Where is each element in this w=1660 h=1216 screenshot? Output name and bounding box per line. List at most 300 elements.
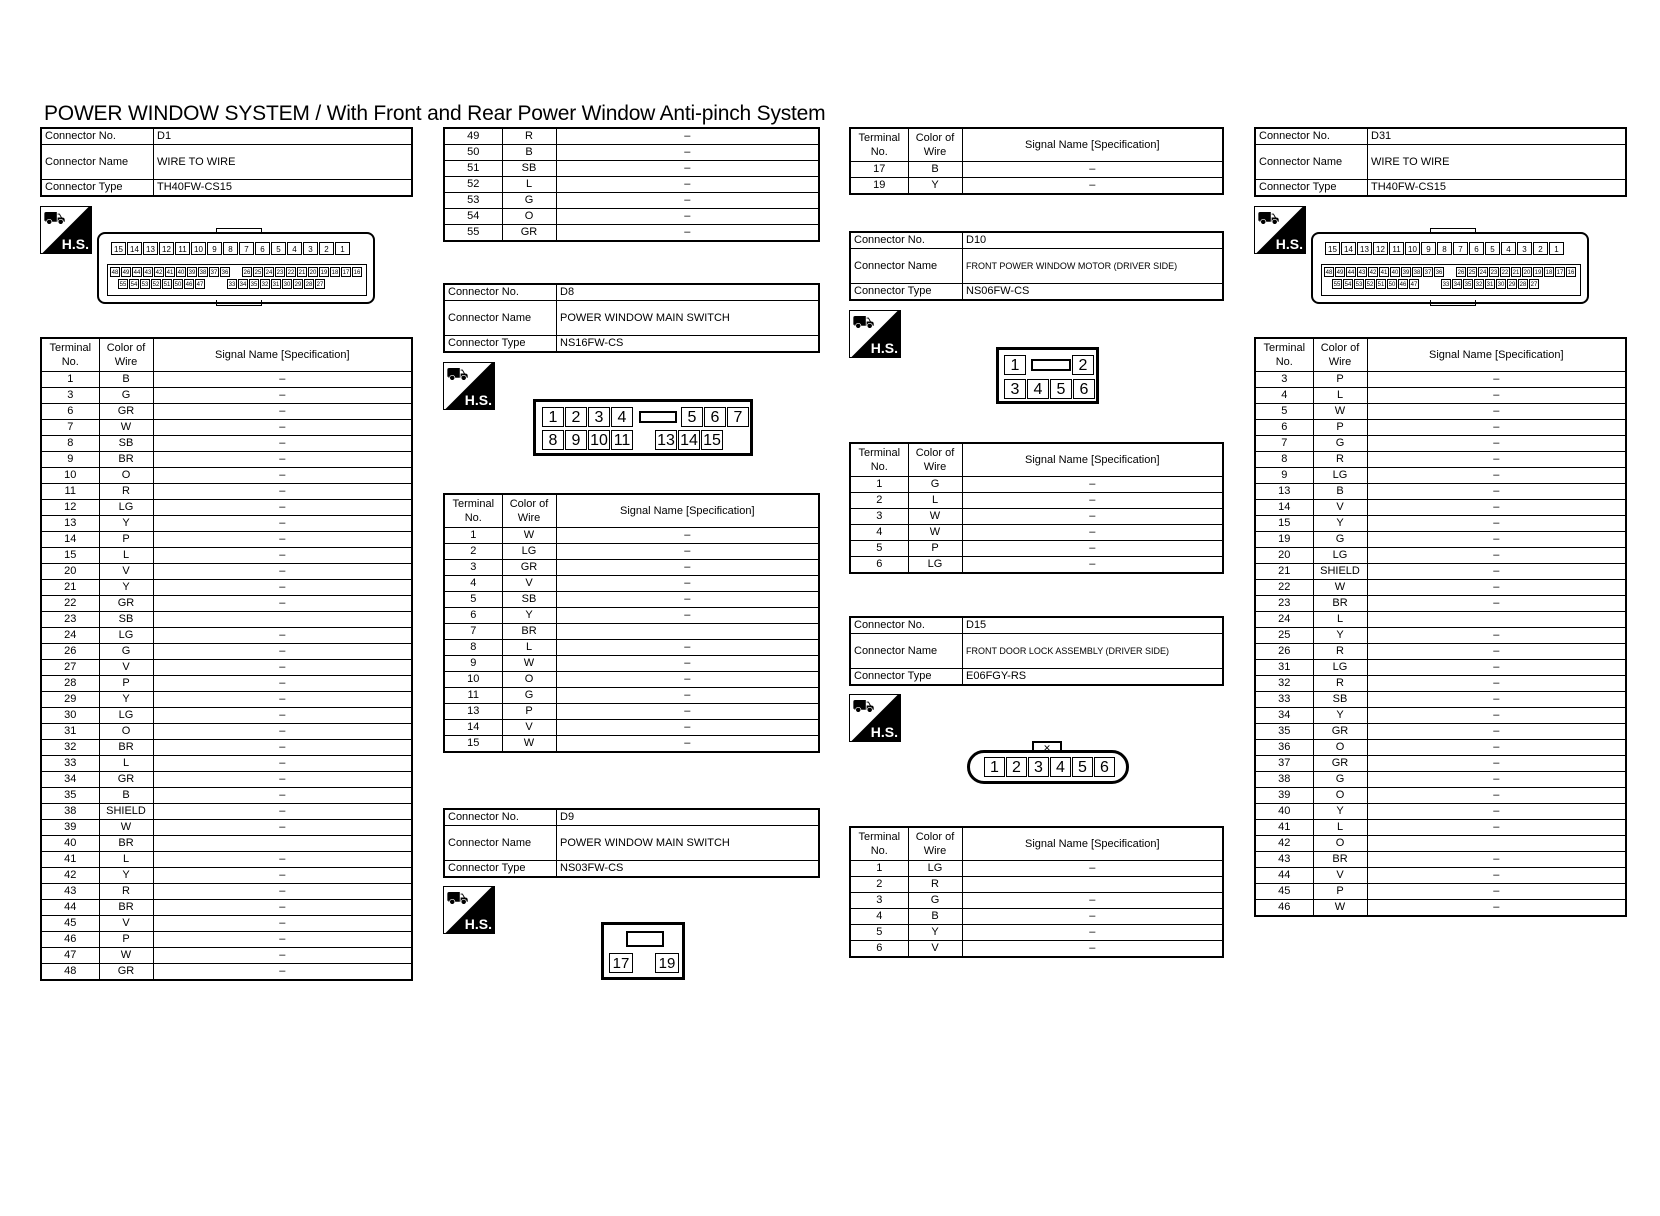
wire-color-cell: G bbox=[1313, 532, 1367, 548]
page-title: POWER WINDOW SYSTEM / With Front and Rear Power Window Anti-pinch System bbox=[44, 102, 826, 125]
terminal-no-cell: 2 bbox=[444, 544, 502, 560]
table-row bbox=[850, 493, 1223, 509]
table-row bbox=[1255, 804, 1626, 820]
connector-name-value: FRONT POWER WINDOW MOTOR (DRIVER SIDE) bbox=[963, 249, 1224, 284]
pin-label: 7 bbox=[727, 407, 749, 427]
terminal-no-cell: 20 bbox=[41, 564, 99, 580]
terminal-no-cell: 15 bbox=[41, 548, 99, 564]
wire-color-cell: Y bbox=[99, 868, 153, 884]
wire-color-cell: G bbox=[502, 193, 556, 209]
pin-label: 41 bbox=[165, 267, 175, 277]
terminal-no-cell: 17 bbox=[850, 162, 908, 178]
table-row bbox=[41, 788, 412, 804]
wire-color-cell: V bbox=[908, 941, 962, 958]
wire-color-cell: O bbox=[1313, 788, 1367, 804]
terminal-no-cell: 2 bbox=[850, 877, 908, 893]
table-row bbox=[444, 128, 819, 145]
pin-label: 55 bbox=[118, 279, 128, 289]
table-row bbox=[850, 525, 1223, 541]
signal-name-cell: – bbox=[153, 580, 412, 596]
wire-color-cell: Y bbox=[502, 608, 556, 624]
terminal-no-cell: 28 bbox=[41, 676, 99, 692]
signal-name-cell: – bbox=[153, 916, 412, 932]
signal-name-cell: – bbox=[1367, 420, 1626, 436]
connector-name-value: WIRE TO WIRE bbox=[1368, 145, 1627, 180]
pin-label: 16 bbox=[352, 267, 362, 277]
terminal-no-cell: 14 bbox=[41, 532, 99, 548]
signal-name-cell: – bbox=[556, 161, 819, 177]
pin-label: 52 bbox=[1365, 279, 1375, 289]
table-row bbox=[1255, 772, 1626, 788]
pin-label: 5 bbox=[271, 242, 286, 255]
signal-name-cell: – bbox=[1367, 532, 1626, 548]
table-row bbox=[444, 592, 819, 608]
table-row bbox=[41, 436, 412, 452]
pin-label: 7 bbox=[1453, 242, 1468, 255]
terminal-no-cell: 1 bbox=[444, 528, 502, 544]
pin-label: 29 bbox=[293, 279, 303, 289]
table-row bbox=[41, 404, 412, 420]
signal-name-cell: – bbox=[556, 145, 819, 161]
signal-name-cell: – bbox=[962, 509, 1223, 525]
connector-name-value: WIRE TO WIRE bbox=[154, 145, 413, 180]
pin-label: 1 bbox=[1004, 355, 1026, 375]
pin-label: 6 bbox=[1094, 757, 1115, 777]
table-row bbox=[444, 177, 819, 193]
signal-name-cell: – bbox=[962, 861, 1223, 877]
table-row bbox=[41, 900, 412, 916]
signal-name-cell: – bbox=[1367, 724, 1626, 740]
signal-name-cell: – bbox=[1367, 564, 1626, 580]
terminal-no-cell: 3 bbox=[850, 509, 908, 525]
terminal-no-cell: 23 bbox=[1255, 596, 1313, 612]
pin-label: 42 bbox=[154, 267, 164, 277]
signal-name-cell: – bbox=[153, 772, 412, 788]
connector-name-value: POWER WINDOW MAIN SWITCH bbox=[557, 826, 820, 861]
signal-name-cell: – bbox=[556, 592, 819, 608]
terminal-no-cell: 1 bbox=[41, 372, 99, 388]
table-row bbox=[444, 672, 819, 688]
terminal-no-cell: 11 bbox=[41, 484, 99, 500]
wire-color-cell: R bbox=[1313, 452, 1367, 468]
pin-label: 1 bbox=[335, 242, 350, 255]
table-row bbox=[444, 528, 819, 544]
signal-name-cell bbox=[1367, 836, 1626, 852]
table-row bbox=[41, 676, 412, 692]
signal-name-header: Signal Name [Specification] bbox=[556, 494, 819, 528]
signal-name-cell: – bbox=[153, 692, 412, 708]
terminal-no-header: Terminal No. bbox=[41, 338, 99, 372]
terminal-no-cell: 19 bbox=[1255, 532, 1313, 548]
wire-color-cell: GR bbox=[1313, 724, 1367, 740]
terminal-no-cell: 7 bbox=[41, 420, 99, 436]
signal-name-cell: – bbox=[153, 596, 412, 612]
signal-name-cell: – bbox=[962, 541, 1223, 557]
table-row bbox=[850, 162, 1223, 178]
signal-name-cell: – bbox=[153, 532, 412, 548]
pin-label: 26 bbox=[1456, 267, 1466, 277]
table-row bbox=[1255, 420, 1626, 436]
pin-label: 43 bbox=[143, 267, 153, 277]
terminal-no-cell: 41 bbox=[41, 852, 99, 868]
wire-color-cell: V bbox=[502, 720, 556, 736]
terminal-no-cell: 11 bbox=[444, 688, 502, 704]
terminal-no-cell: 35 bbox=[1255, 724, 1313, 740]
terminal-no-cell: 5 bbox=[444, 592, 502, 608]
signal-name-cell: – bbox=[153, 516, 412, 532]
terminal-no-cell: 54 bbox=[444, 209, 502, 225]
terminal-no-cell: 7 bbox=[444, 624, 502, 640]
signal-name-cell: – bbox=[1367, 596, 1626, 612]
table-row bbox=[1255, 548, 1626, 564]
signal-name-header: Signal Name [Specification] bbox=[153, 338, 412, 372]
pin-label: 30 bbox=[282, 279, 292, 289]
signal-name-cell: – bbox=[556, 209, 819, 225]
terminal-no-cell: 9 bbox=[41, 452, 99, 468]
signal-name-cell: – bbox=[1367, 388, 1626, 404]
wire-color-cell: V bbox=[1313, 500, 1367, 516]
table-row bbox=[444, 736, 819, 753]
wire-color-cell: L bbox=[1313, 820, 1367, 836]
pin-label: 21 bbox=[1511, 267, 1521, 277]
table-row bbox=[41, 468, 412, 484]
terminal-no-cell: 2 bbox=[850, 493, 908, 509]
pin-label: 4 bbox=[611, 407, 633, 427]
wire-color-cell: W bbox=[99, 820, 153, 836]
terminal-no-cell: 41 bbox=[1255, 820, 1313, 836]
signal-name-cell: – bbox=[1367, 708, 1626, 724]
table-row bbox=[444, 193, 819, 209]
connector-name-value: POWER WINDOW MAIN SWITCH bbox=[557, 301, 820, 336]
signal-name-cell bbox=[556, 624, 819, 640]
table-row bbox=[41, 948, 412, 964]
signal-name-cell: – bbox=[1367, 884, 1626, 900]
pin-label: 3 bbox=[588, 407, 610, 427]
pin-label: 9 bbox=[1421, 242, 1436, 255]
connector-d8-info bbox=[443, 283, 820, 353]
pin-label: 1 bbox=[984, 757, 1005, 777]
pin-label: 15 bbox=[111, 242, 126, 255]
table-row bbox=[444, 688, 819, 704]
signal-name-cell: – bbox=[556, 656, 819, 672]
wire-color-cell: LG bbox=[99, 628, 153, 644]
signal-name-cell: – bbox=[556, 736, 819, 753]
terminal-no-cell: 42 bbox=[41, 868, 99, 884]
table-row bbox=[444, 544, 819, 560]
pin-label: 5 bbox=[681, 407, 703, 427]
signal-name-header: Signal Name [Specification] bbox=[962, 128, 1223, 162]
pin-label: 34 bbox=[1452, 279, 1462, 289]
connector-no-value: D9 bbox=[557, 809, 820, 826]
signal-name-cell: – bbox=[153, 564, 412, 580]
wire-color-cell: GR bbox=[502, 560, 556, 576]
harness-side-icon: ⛟ H.S. bbox=[1254, 206, 1306, 254]
pin-label: 3 bbox=[1028, 757, 1049, 777]
signal-name-cell: – bbox=[1367, 580, 1626, 596]
table-row bbox=[41, 740, 412, 756]
terminal-no-cell: 24 bbox=[1255, 612, 1313, 628]
color-of-wire-header: Color of Wire bbox=[99, 338, 153, 372]
connector-d9-face bbox=[601, 922, 685, 980]
terminal-no-cell: 55 bbox=[444, 225, 502, 242]
signal-name-cell: – bbox=[153, 468, 412, 484]
pin-label: 20 bbox=[1522, 267, 1532, 277]
terminal-no-cell: 40 bbox=[41, 836, 99, 852]
terminal-no-header: Terminal No. bbox=[444, 494, 502, 528]
wire-color-cell: P bbox=[1313, 372, 1367, 388]
wire-color-cell: L bbox=[99, 756, 153, 772]
pin-label: 53 bbox=[1354, 279, 1364, 289]
pin-label: 19 bbox=[319, 267, 329, 277]
signal-name-cell: – bbox=[1367, 484, 1626, 500]
pin-label: 25 bbox=[253, 267, 263, 277]
signal-name-cell: – bbox=[153, 964, 412, 981]
pin-label: 47 bbox=[195, 279, 205, 289]
signal-name-cell: – bbox=[1367, 740, 1626, 756]
pin-label: 28 bbox=[1518, 279, 1528, 289]
wire-color-cell: Y bbox=[1313, 628, 1367, 644]
wire-color-cell: W bbox=[502, 656, 556, 672]
pin-label: 39 bbox=[187, 267, 197, 277]
table-row bbox=[41, 580, 412, 596]
pin-label: 5 bbox=[1072, 757, 1093, 777]
signal-name-cell bbox=[1367, 612, 1626, 628]
signal-name-cell: – bbox=[962, 525, 1223, 541]
terminal-no-cell: 25 bbox=[1255, 628, 1313, 644]
terminal-no-cell: 21 bbox=[1255, 564, 1313, 580]
wire-color-cell: G bbox=[502, 688, 556, 704]
connector-d31-face bbox=[1311, 232, 1589, 304]
table-row bbox=[1255, 516, 1626, 532]
wire-color-cell: G bbox=[99, 644, 153, 660]
pin-label: 18 bbox=[1544, 267, 1554, 277]
terminal-no-cell: 5 bbox=[850, 541, 908, 557]
table-row bbox=[41, 852, 412, 868]
pin-label: 18 bbox=[330, 267, 340, 277]
harness-side-icon: ⛟ H.S. bbox=[849, 310, 901, 358]
signal-name-cell: – bbox=[1367, 500, 1626, 516]
pin-label: 8 bbox=[542, 430, 564, 450]
table-row bbox=[444, 209, 819, 225]
connector-no-value: D10 bbox=[963, 232, 1224, 249]
pin-label: 37 bbox=[209, 267, 219, 277]
signal-name-cell bbox=[962, 877, 1223, 893]
pin-label: 15 bbox=[701, 430, 723, 450]
signal-name-cell: – bbox=[153, 724, 412, 740]
pin-label: 10 bbox=[1405, 242, 1420, 255]
signal-name-cell: – bbox=[1367, 676, 1626, 692]
terminal-no-cell: 50 bbox=[444, 145, 502, 161]
wire-color-cell: O bbox=[99, 724, 153, 740]
signal-name-cell: – bbox=[1367, 628, 1626, 644]
terminal-no-cell: 6 bbox=[1255, 420, 1313, 436]
pin-label: 17 bbox=[1555, 267, 1565, 277]
pin-label: 14 bbox=[678, 430, 700, 450]
table-row bbox=[41, 692, 412, 708]
wire-color-cell: R bbox=[908, 877, 962, 893]
table-row bbox=[444, 225, 819, 242]
pin-label: 22 bbox=[1500, 267, 1510, 277]
table-row bbox=[444, 640, 819, 656]
table-row bbox=[1255, 468, 1626, 484]
connector-d10-face bbox=[996, 347, 1099, 404]
signal-name-cell: – bbox=[1367, 644, 1626, 660]
pin-label: 31 bbox=[271, 279, 281, 289]
wire-color-cell: SB bbox=[502, 161, 556, 177]
terminal-no-cell: 1 bbox=[850, 477, 908, 493]
wire-color-cell: B bbox=[908, 162, 962, 178]
pin-label: 49 bbox=[121, 267, 131, 277]
terminal-no-cell: 22 bbox=[1255, 580, 1313, 596]
pin-label: 31 bbox=[1485, 279, 1495, 289]
label-connector-type: Connector Type bbox=[444, 336, 557, 353]
pin-label: 2 bbox=[1072, 355, 1094, 375]
terminal-no-cell: 12 bbox=[41, 500, 99, 516]
pin-label: 6 bbox=[1073, 379, 1095, 399]
table-row bbox=[850, 509, 1223, 525]
wire-color-cell: W bbox=[502, 528, 556, 544]
table-row bbox=[41, 500, 412, 516]
table-row bbox=[1255, 452, 1626, 468]
table-d9 bbox=[849, 127, 1224, 195]
signal-name-cell: – bbox=[153, 548, 412, 564]
terminal-no-cell: 39 bbox=[41, 820, 99, 836]
pin-label: 44 bbox=[1346, 267, 1356, 277]
table-row bbox=[1255, 596, 1626, 612]
wire-color-cell: Y bbox=[99, 580, 153, 596]
pin-label: 54 bbox=[1343, 279, 1353, 289]
connector-type-value: TH40FW-CS15 bbox=[1368, 180, 1627, 197]
signal-name-cell: – bbox=[1367, 804, 1626, 820]
wire-color-cell: BR bbox=[99, 740, 153, 756]
table-row bbox=[41, 868, 412, 884]
terminal-no-cell: 7 bbox=[1255, 436, 1313, 452]
table-row bbox=[41, 724, 412, 740]
wire-color-cell: G bbox=[908, 893, 962, 909]
pin-label: 23 bbox=[1489, 267, 1499, 277]
signal-name-cell: – bbox=[556, 576, 819, 592]
pin-label: 33 bbox=[1441, 279, 1451, 289]
pin-label: 14 bbox=[1341, 242, 1356, 255]
terminal-no-cell: 9 bbox=[1255, 468, 1313, 484]
pin-label: 35 bbox=[249, 279, 259, 289]
connector-d10-info bbox=[849, 231, 1224, 301]
pin-label: 4 bbox=[1050, 757, 1071, 777]
table-row bbox=[1255, 388, 1626, 404]
signal-name-cell: – bbox=[962, 493, 1223, 509]
label-connector-no: Connector No. bbox=[850, 617, 963, 634]
terminal-no-cell: 15 bbox=[444, 736, 502, 753]
signal-name-cell: – bbox=[153, 436, 412, 452]
table-row bbox=[444, 576, 819, 592]
wire-color-cell: V bbox=[99, 564, 153, 580]
signal-name-cell: – bbox=[153, 420, 412, 436]
signal-name-cell: – bbox=[153, 660, 412, 676]
table-row bbox=[41, 532, 412, 548]
pin-label: 9 bbox=[565, 430, 587, 450]
signal-name-cell: – bbox=[556, 672, 819, 688]
wire-color-cell: G bbox=[908, 477, 962, 493]
signal-name-cell: – bbox=[556, 720, 819, 736]
wire-color-cell: B bbox=[99, 372, 153, 388]
pin-label: 29 bbox=[1507, 279, 1517, 289]
signal-name-cell: – bbox=[153, 676, 412, 692]
pin-label: 2 bbox=[1006, 757, 1027, 777]
label-connector-no: Connector No. bbox=[444, 809, 557, 826]
wire-color-cell: LG bbox=[1313, 660, 1367, 676]
terminal-no-cell: 5 bbox=[1255, 404, 1313, 420]
table-d1 bbox=[40, 337, 413, 981]
pin-label: 3 bbox=[303, 242, 318, 255]
wire-color-cell: L bbox=[908, 493, 962, 509]
signal-name-cell: – bbox=[1367, 820, 1626, 836]
wire-color-cell: LG bbox=[1313, 548, 1367, 564]
wire-color-cell: BR bbox=[99, 900, 153, 916]
pin-label: 4 bbox=[1501, 242, 1516, 255]
terminal-no-cell: 5 bbox=[850, 925, 908, 941]
terminal-no-cell: 47 bbox=[41, 948, 99, 964]
table-row bbox=[1255, 532, 1626, 548]
pin-label: 24 bbox=[264, 267, 274, 277]
terminal-no-cell: 43 bbox=[1255, 852, 1313, 868]
table-row bbox=[41, 388, 412, 404]
terminal-no-cell: 35 bbox=[41, 788, 99, 804]
terminal-no-cell: 4 bbox=[444, 576, 502, 592]
table-row bbox=[850, 477, 1223, 493]
pin-label: 22 bbox=[286, 267, 296, 277]
signal-name-cell: – bbox=[962, 162, 1223, 178]
signal-name-cell: – bbox=[556, 128, 819, 145]
pin-label: 38 bbox=[198, 267, 208, 277]
wire-color-cell: O bbox=[99, 468, 153, 484]
terminal-no-cell: 30 bbox=[41, 708, 99, 724]
table-row bbox=[1255, 756, 1626, 772]
wire-color-cell: P bbox=[99, 532, 153, 548]
signal-name-cell: – bbox=[556, 560, 819, 576]
wire-color-cell: Y bbox=[1313, 804, 1367, 820]
connector-type-value: E06FGY-RS bbox=[963, 669, 1224, 686]
connector-name-value: FRONT DOOR LOCK ASSEMBLY (DRIVER SIDE) bbox=[963, 634, 1224, 669]
table-row bbox=[41, 644, 412, 660]
label-connector-name: Connector Name bbox=[850, 249, 963, 284]
pin-label: 25 bbox=[1467, 267, 1477, 277]
pin-label: 17 bbox=[341, 267, 351, 277]
pin-label: 34 bbox=[238, 279, 248, 289]
table-row bbox=[1255, 644, 1626, 660]
table-row bbox=[41, 884, 412, 900]
label-connector-name: Connector Name bbox=[1255, 145, 1368, 180]
table-row bbox=[41, 964, 412, 981]
signal-name-cell: – bbox=[153, 644, 412, 660]
table-d1-continued bbox=[443, 127, 820, 242]
table-row bbox=[444, 145, 819, 161]
table-d31 bbox=[1254, 337, 1627, 917]
table-row bbox=[1255, 868, 1626, 884]
pin-label: 49 bbox=[1335, 267, 1345, 277]
pin-label: 8 bbox=[223, 242, 238, 255]
table-row bbox=[41, 836, 412, 852]
terminal-no-cell: 42 bbox=[1255, 836, 1313, 852]
wire-color-cell: V bbox=[99, 660, 153, 676]
signal-name-cell: – bbox=[556, 608, 819, 624]
pin-label: 47 bbox=[1409, 279, 1419, 289]
label-connector-name: Connector Name bbox=[444, 301, 557, 336]
wire-color-cell: L bbox=[502, 640, 556, 656]
terminal-no-cell: 31 bbox=[1255, 660, 1313, 676]
wire-color-cell: W bbox=[908, 525, 962, 541]
pin-label: 20 bbox=[308, 267, 318, 277]
table-row bbox=[444, 624, 819, 640]
